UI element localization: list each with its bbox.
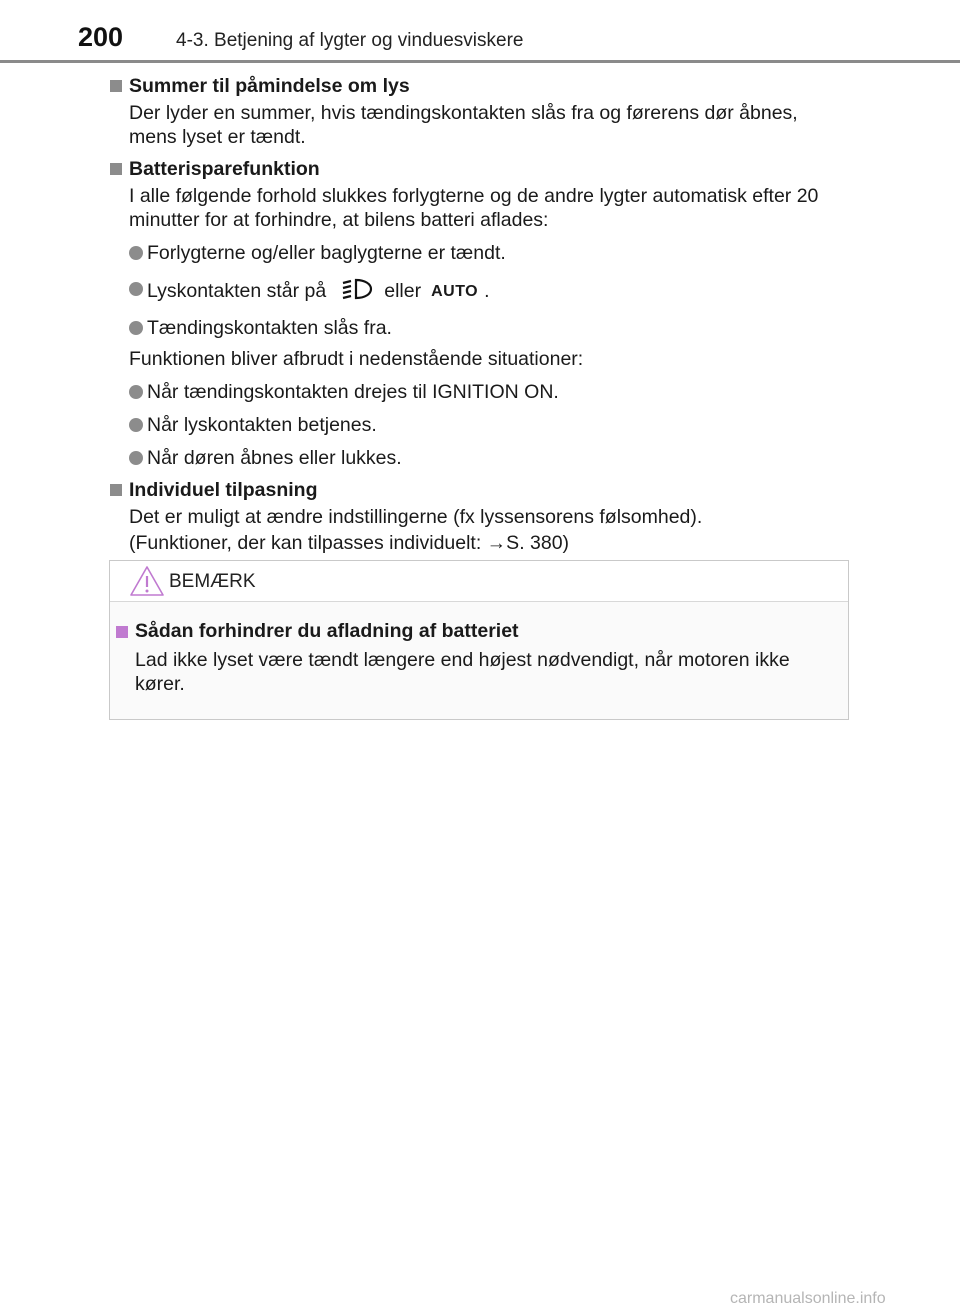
main-content [110, 74, 850, 555]
list-item: Når tændingskontakten drejes til IGNITION ON. [129, 380, 850, 404]
round-bullet-icon [129, 282, 143, 296]
square-bullet-icon [110, 163, 122, 175]
section-title-custom: Individuel tilpasning [110, 478, 850, 502]
battery-paragraph: I alle følgende forhold slukkes forlygterne og de andre lygter automatisk efter 20 minutter for at forhindre, at bilens batteri aflades: [129, 185, 819, 231]
notice-title: Sådan forhindrer du afladning af batteriet [116, 620, 519, 643]
round-bullet-icon [129, 246, 143, 260]
square-bullet-icon [110, 80, 122, 92]
square-bullet-icon [110, 484, 122, 496]
list-item: Forlygterne og/eller baglygterne er tændt. [129, 241, 850, 265]
header-rule [0, 60, 960, 63]
notice-box [109, 560, 849, 720]
summer-paragraph: Der lyder en summer, hvis tændingskontakten slås fra og førerens dør åbnes, mens lyset er tændt. [129, 102, 798, 148]
round-bullet-icon [129, 451, 143, 465]
notice-label: BEMÆRK [169, 571, 256, 592]
list-item: Når døren åbnes eller lukkes. [129, 446, 850, 470]
notice-text: Lad ikke lyset være tændt længere end højest nødvendigt, når motoren ikke kører. [135, 649, 790, 695]
list-item: Når lyskontakten betjenes. [129, 413, 850, 437]
custom-paragraph-1: Det er muligt at ændre indstillingerne (fx lyssensorens følsomhed). [129, 506, 703, 528]
list-item: Lyskontakten står på eller AUTO . [129, 277, 850, 307]
section-title-summer: Summer til påmindelse om lys [110, 74, 850, 98]
notice-header [110, 561, 848, 602]
page-header [0, 0, 960, 62]
square-bullet-icon [116, 626, 128, 638]
page-number: 200 [78, 22, 124, 52]
round-bullet-icon [129, 321, 143, 335]
round-bullet-icon [129, 385, 143, 399]
chapter-title: 4-3. Betjening af lygter og vinduesviskere [176, 30, 524, 51]
watermark: carmanualsonline.info [730, 1290, 886, 1307]
custom-paragraph-2: (Funktioner, der kan tilpasses individuelt: →S. 380) [129, 532, 570, 554]
warning-triangle-icon [129, 565, 165, 602]
round-bullet-icon [129, 418, 143, 432]
auto-icon: AUTO [431, 283, 479, 300]
section-title-battery: Batterisparefunktion [110, 157, 850, 181]
list-item: Tændingskontakten slås fra. [129, 316, 850, 340]
notice-body [110, 602, 848, 719]
headlight-icon [340, 277, 374, 307]
interrupt-paragraph: Funktionen bliver afbrudt i nedenstående situationer: [129, 348, 584, 370]
